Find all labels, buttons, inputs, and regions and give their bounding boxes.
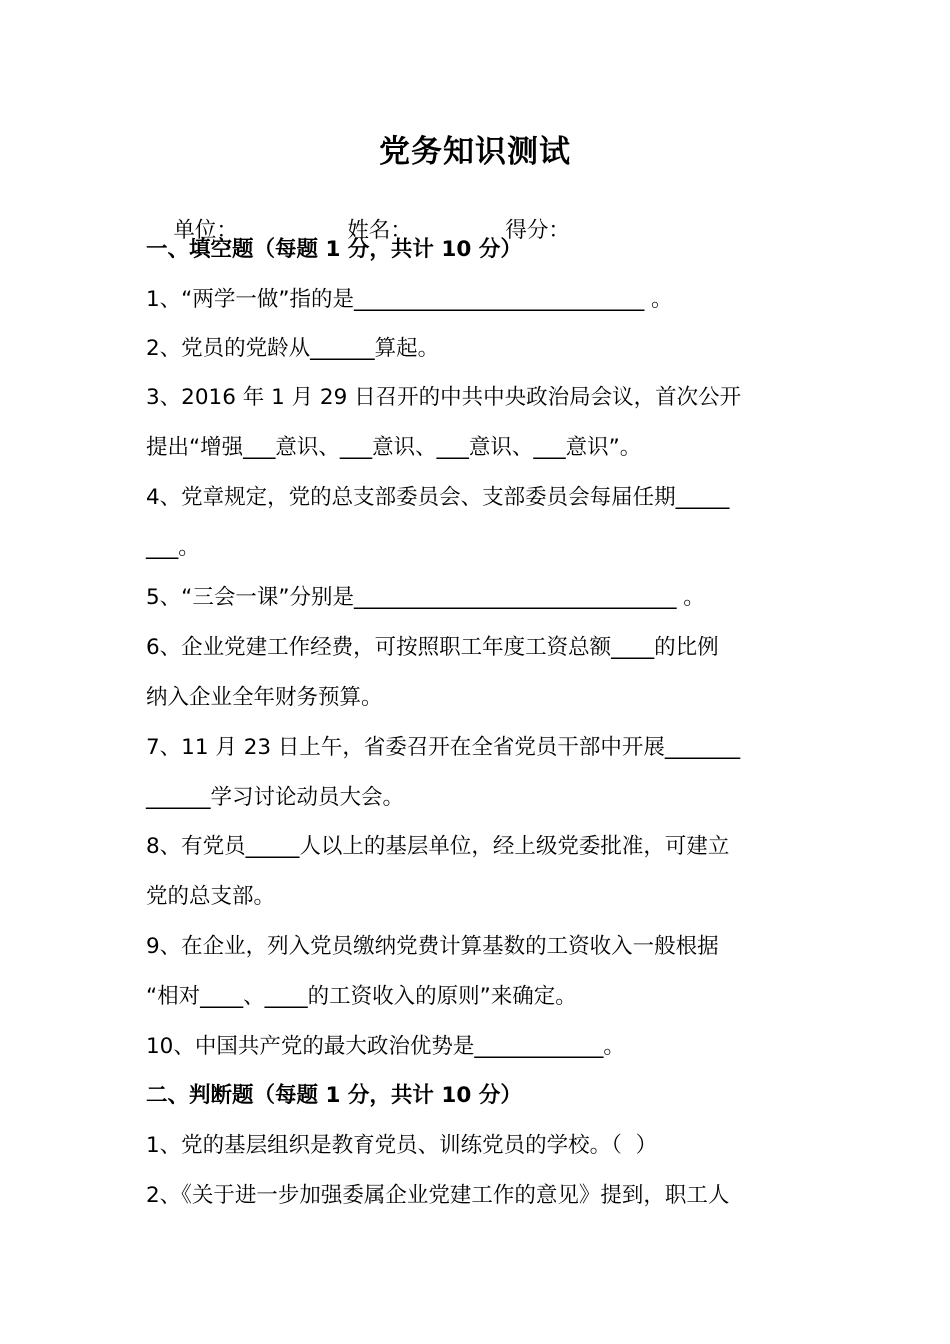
- question-line: 9、在企业，列入党员缴纳党费计算基数的工资收入一般根据: [146, 934, 719, 959]
- unit-label: 单位：: [173, 218, 238, 243]
- question-line: 5、“三会一课”分别是______________________________ 。: [146, 585, 705, 610]
- question-line: 3、2016 年 1 月 29 日召开的中共中央政治局会议，首次公开: [146, 385, 742, 410]
- page-title: 党务知识测试: [379, 134, 571, 170]
- question-line: 8、有党员_____人以上的基层单位，经上级党委批准，可建立: [146, 834, 730, 859]
- question-line: ___。: [146, 535, 200, 560]
- section-heading-true-false: 二、判断题（每题 1 分，共计 10 分）: [146, 1083, 522, 1108]
- question-line: 2、《关于进一步加强委属企业党建工作的意见》提到，职工人: [146, 1183, 730, 1208]
- section-heading-fill-blank: 一、填空题（每题 1 分，共计 10 分）: [146, 237, 522, 262]
- question-line: 6、企业党建工作经费，可按照职工年度工资总额____的比例: [146, 635, 719, 660]
- question-line: 1、党的基层组织是教育党员、训练党员的学校。（ ）: [146, 1133, 658, 1158]
- question-line: 党的总支部。: [146, 884, 276, 909]
- score-label: 得分：: [505, 218, 570, 243]
- question-line: 1、“两学一做”指的是___________________________ 。: [146, 287, 673, 312]
- question-line: ______学习讨论动员大会。: [146, 785, 405, 810]
- question-line: 纳入企业全年财务预算。: [146, 685, 383, 710]
- question-line: 7、11 月 23 日上午，省委召开在全省党员干部中开展_______: [146, 735, 741, 760]
- question-line: “相对____、____的工资收入的原则”来确定。: [146, 984, 577, 1009]
- question-line: 4、党章规定，党的总支部委员会、支部委员会每届任期_____: [146, 485, 730, 510]
- question-line: 2、党员的党龄从______算起。: [146, 336, 440, 361]
- question-line: 10、中国共产党的最大政治优势是____________。: [146, 1034, 625, 1059]
- name-label: 姓名：: [347, 218, 412, 243]
- question-line: 提出“增强___意识、___意识、___意识、___意识”。: [146, 435, 642, 460]
